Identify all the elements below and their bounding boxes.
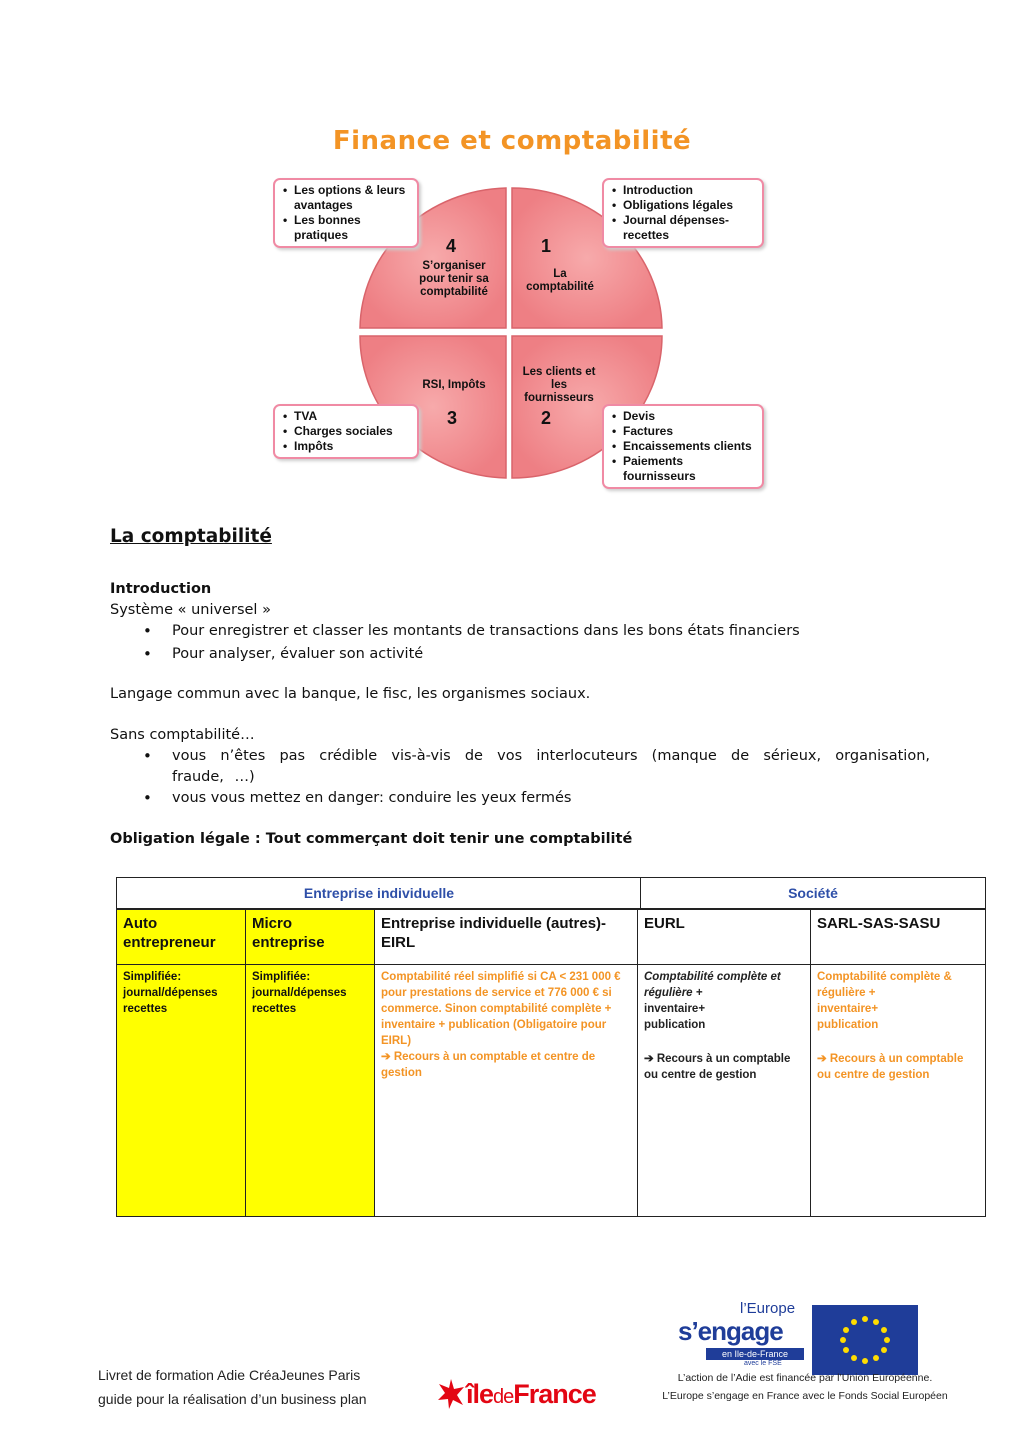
footer-eu-line-1: L’action de l’Adie est financée par l’Union Européenne. — [677, 1372, 933, 1384]
langage-paragraph: Langage commun avec la banque, le fisc, les organismes sociaux. — [110, 686, 591, 702]
body-line: Comptabilité complète et régulière + — [644, 971, 781, 999]
footer-line-1: Livret de formation Adie CréaJeunes Paris — [98, 1367, 361, 1383]
body-line: recettes — [123, 1003, 168, 1015]
quadrant-4-label: S’organiser pour tenir sa comptabilité — [419, 260, 489, 298]
quadrant-2-number: 2 — [541, 408, 552, 428]
body-line: inventaire+ — [817, 1003, 879, 1015]
section-heading — [110, 526, 930, 547]
body-line: inventaire+ — [644, 1003, 706, 1015]
col-head-sarl: SARL-SAS-SASU — [810, 909, 986, 965]
body-line: recettes — [252, 1003, 297, 1015]
callout-item: • TVA — [283, 409, 411, 424]
col-head-auto: Auto entrepreneur — [116, 909, 246, 965]
legal-obligations-table — [116, 877, 986, 1217]
page-title: Finance et comptabilité — [332, 126, 692, 156]
quadrant-2-label: Les clients et les fournisseurs — [522, 366, 596, 404]
quadrant-1-label: La comptabilité — [526, 268, 594, 293]
eu-flag-icon — [812, 1305, 918, 1375]
idf-star-icon — [436, 1378, 466, 1410]
ile-de-france-logo — [436, 1377, 596, 1411]
callout-item: • Obligations légales — [612, 198, 756, 213]
quadrant-1-number: 1 — [541, 236, 552, 256]
sans-bullet: • vous n’êtes pas crédible vis-à-vis de vos interlocuteurs (manque de sérieux, organisation, fraude, …) — [143, 746, 930, 788]
idf-logo-text: îledeFrance — [466, 1378, 596, 1409]
sans-title: Sans comptabilité… — [110, 727, 255, 743]
col-body-sarl — [810, 964, 986, 1217]
body-line: ➔ Recours à un comptable ou centre de gestion — [817, 1053, 964, 1081]
callout-item: • Charges sociales — [283, 424, 411, 439]
callout-item: • Paiements fournisseurs — [612, 454, 756, 484]
callout-bottom-left — [273, 404, 419, 459]
col-body-ei — [374, 964, 638, 1217]
body-line: journal/dépenses — [252, 987, 347, 999]
group-header-societe: Société — [640, 877, 986, 909]
callout-top-left — [273, 178, 419, 248]
group-header-ei: Entreprise individuelle — [116, 877, 642, 909]
footer-line-2: guide pour la réalisation d’un business plan — [98, 1391, 367, 1407]
callout-item: • Les options & leurs avantages — [283, 183, 411, 213]
body-line: ➔ Recours à un comptable ou centre de gestion — [644, 1053, 791, 1081]
col-body-micro — [245, 964, 375, 1217]
body-line: Comptabilité réel simplifié si CA < 231 000 € pour prestations de service et 776 000 € si commerce. Sinon comptabilité complète + inventaire + publication (Obligatoire pour EIRL) — [381, 971, 621, 1047]
col-body-auto — [116, 964, 246, 1217]
callout-item: • Devis — [612, 409, 756, 424]
footer-left — [98, 1363, 367, 1411]
intro-title: Introduction — [110, 581, 212, 597]
callout-item: • Factures — [612, 424, 756, 439]
intro-subtitle: Système « universel » — [110, 602, 271, 618]
callout-item: • Impôts — [283, 439, 411, 454]
body-line: Simplifiée: — [252, 971, 311, 983]
sans-bullet: • vous vous mettez en danger: conduire les yeux fermés — [143, 788, 930, 809]
sans-block — [110, 725, 930, 809]
europe-sengage-logo: l’Europe s’engage en Ile-de-France avec le FSE — [678, 1300, 804, 1368]
footer-right — [600, 1371, 1010, 1404]
quadrant-3-label: RSI, Impôts — [422, 379, 486, 391]
body-line: publication — [817, 1019, 879, 1031]
callout-item: • Introduction — [612, 183, 756, 198]
body-line: ➔ Recours à un comptable et centre de gestion — [381, 1051, 596, 1079]
section-title: La comptabilité — [110, 526, 272, 547]
body-line: journal/dépenses — [123, 987, 218, 999]
intro-bullet: • Pour analyser, évaluer son activité — [143, 644, 930, 665]
col-head-ei: Entreprise individuelle (autres)-EIRL — [374, 909, 638, 965]
callout-bottom-right — [602, 404, 764, 489]
quadrant-4-number: 4 — [446, 236, 457, 256]
callout-item: • Les bonnes pratiques — [283, 213, 411, 243]
col-head-micro: Micro entreprise — [245, 909, 375, 965]
callout-top-right — [602, 178, 764, 248]
finance-diagram — [270, 172, 770, 492]
obligation-line: Obligation légale : Tout commerçant doit tenir une comptabilité — [110, 831, 633, 847]
footer-eu-line-2: L’Europe s’engage en France avec le Fonds Social Européen — [662, 1390, 948, 1402]
body-line: Comptabilité complète & régulière + — [817, 971, 952, 999]
callout-item: • Journal dépenses-recettes — [612, 213, 756, 243]
callout-item: • Encaissements clients — [612, 439, 756, 454]
body-line: publication — [644, 1019, 706, 1031]
intro-bullet: • Pour enregistrer et classer les montants de transactions dans les bons états financiers — [143, 621, 930, 642]
col-head-eurl: EURL — [637, 909, 811, 965]
intro-block — [110, 579, 930, 665]
col-body-eurl — [637, 964, 811, 1217]
body-line: Simplifiée: — [123, 971, 182, 983]
quadrant-3-number: 3 — [447, 408, 458, 428]
